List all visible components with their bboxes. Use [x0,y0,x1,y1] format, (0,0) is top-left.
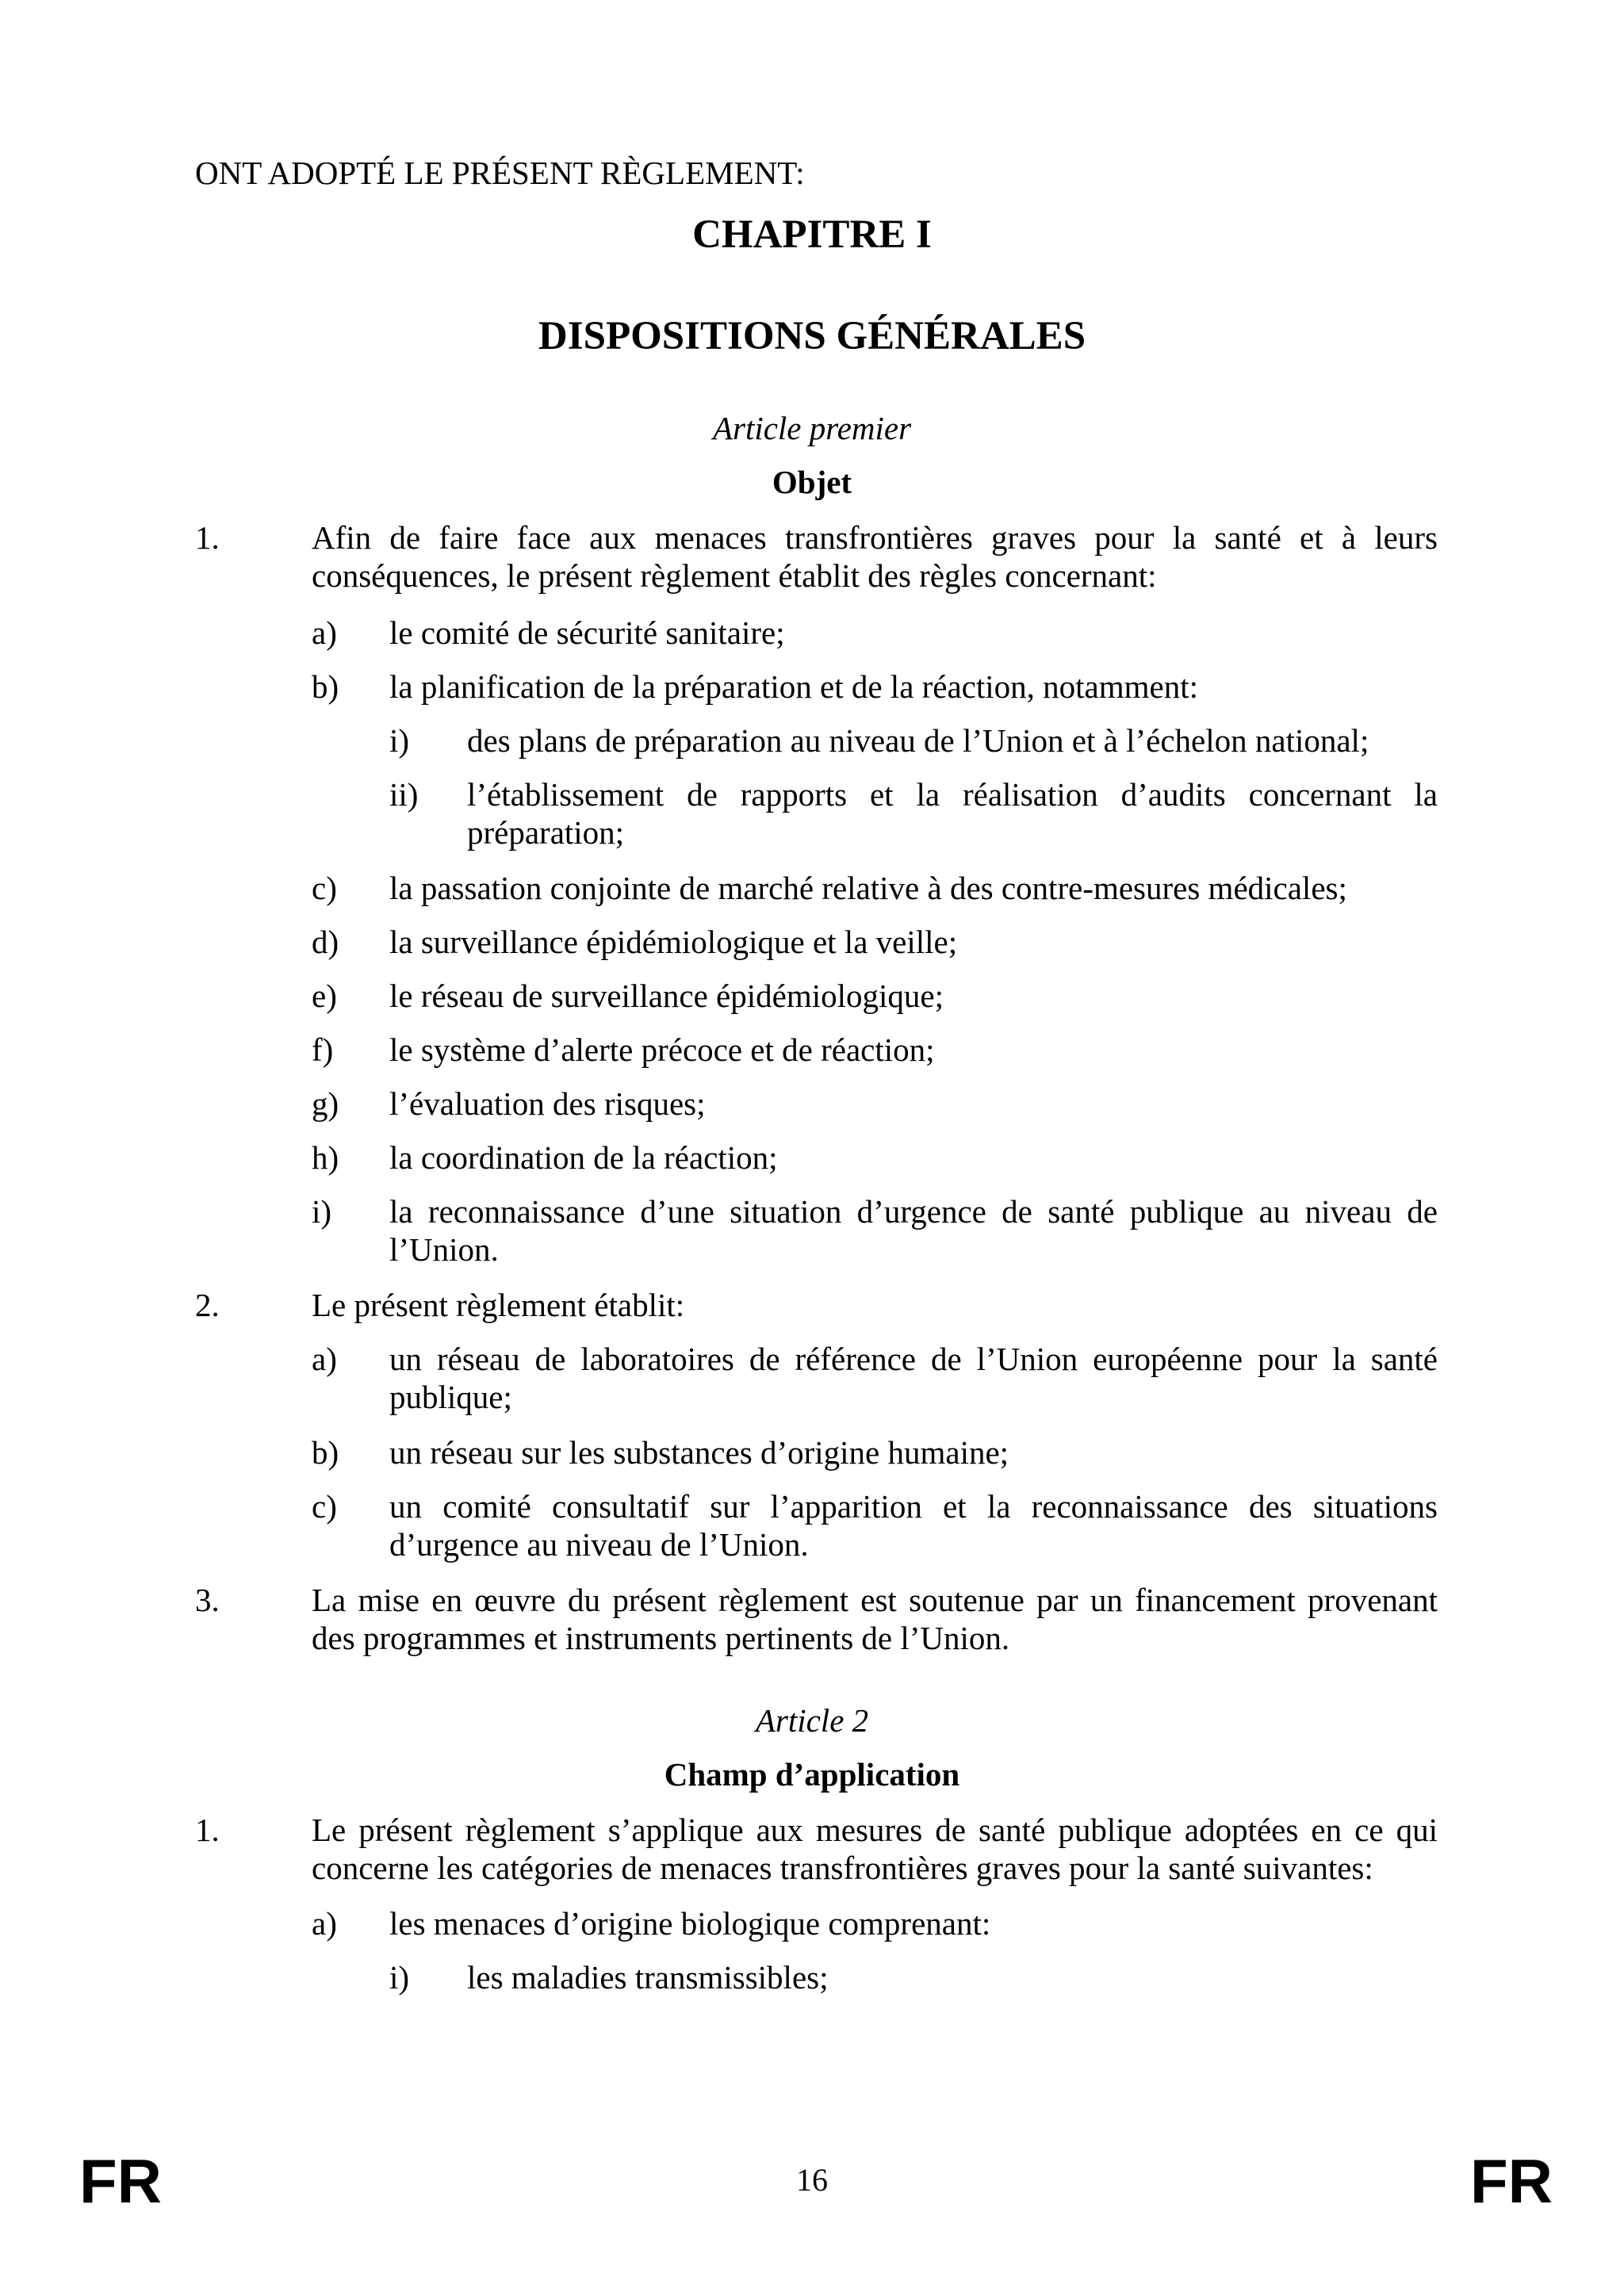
article-2-title: Champ d’application [664,1756,960,1793]
paragraph-text: La mise en œuvre du présent règlement est soutenue par un financement provenant [312,1582,1438,1618]
list-marker: c) [312,870,337,906]
paragraph-number: 1. [195,519,220,556]
list-item: les menaces d’origine biologique comprenant: [389,1905,991,1942]
footer-language-left: FR [79,2146,162,2216]
paragraph-text: Afin de faire face aux menaces transfrontières graves pour la santé et à leurs [312,519,1438,556]
list-marker: a) [312,1341,337,1377]
article-2-label: Article 2 [755,1702,869,1739]
sub-list-marker: i) [389,1959,410,1996]
paragraph-number: 1. [195,1812,220,1848]
paragraph-text: conséquences, le présent règlement établit des règles concernant: [312,557,1157,594]
list-item: le comité de sécurité sanitaire; [389,614,785,651]
list-item: la passation conjointe de marché relative à des contre-mesures médicales; [389,870,1347,906]
list-item: la planification de la préparation et de la réaction, notamment: [389,668,1199,705]
page-number: 16 [796,2162,828,2198]
list-marker: f) [312,1031,334,1068]
sub-list-item: les maladies transmissibles; [467,1959,829,1996]
list-marker: i) [312,1193,332,1230]
list-marker: a) [312,1905,337,1942]
preamble: ONT ADOPTÉ LE PRÉSENT RÈGLEMENT: [195,155,805,191]
list-item: un réseau sur les substances d’origine humaine; [389,1434,1009,1471]
list-marker: h) [312,1139,339,1176]
list-marker: g) [312,1085,339,1122]
list-item: un comité consultatif sur l’apparition et la reconnaissance des situations [389,1488,1438,1525]
list-item: d’urgence au niveau de l’Union. [389,1526,809,1563]
list-item: la reconnaissance d’une situation d’urgence de santé publique au niveau de [389,1193,1438,1230]
paragraph-number: 2. [195,1287,220,1323]
paragraph-text: Le présent règlement établit: [312,1287,685,1323]
list-marker: e) [312,978,337,1014]
list-marker: a) [312,614,337,651]
sub-list-marker: ii) [389,776,419,813]
list-item: la coordination de la réaction; [389,1139,778,1176]
article-1-label: Article premier [712,410,912,446]
list-item: publique; [389,1379,512,1415]
list-marker: c) [312,1488,337,1525]
list-item: le réseau de surveillance épidémiologique; [389,978,944,1014]
paragraph-number: 3. [195,1582,220,1618]
list-item: l’Union. [389,1231,499,1268]
article-1-title: Objet [772,464,852,500]
sub-list-item: des plans de préparation au niveau de l’Union et à l’échelon national; [467,722,1369,759]
paragraph-text: concerne les catégories de menaces transfrontières graves pour la santé suivantes: [312,1850,1373,1886]
chapter-title: DISPOSITIONS GÉNÉRALES [538,314,1086,358]
list-marker: b) [312,668,339,705]
sub-list-marker: i) [389,722,410,759]
list-marker: d) [312,924,339,960]
list-item: un réseau de laboratoires de référence de l’Union européenne pour la santé [389,1341,1438,1377]
sub-list-item: l’établissement de rapports et la réalisation d’audits concernant la [467,776,1438,813]
list-marker: b) [312,1434,339,1471]
paragraph-text: Le présent règlement s’applique aux mesures de santé publique adoptées en ce qui [312,1812,1438,1848]
list-item: l’évaluation des risques; [389,1085,706,1122]
list-item: la surveillance épidémiologique et la veille; [389,924,958,960]
list-item: le système d’alerte précoce et de réaction; [389,1031,935,1068]
sub-list-item: préparation; [467,814,625,851]
chapter-number: CHAPITRE I [692,212,932,257]
paragraph-text: des programmes et instruments pertinents de l’Union. [312,1620,1010,1656]
footer-language-right: FR [1470,2146,1553,2216]
